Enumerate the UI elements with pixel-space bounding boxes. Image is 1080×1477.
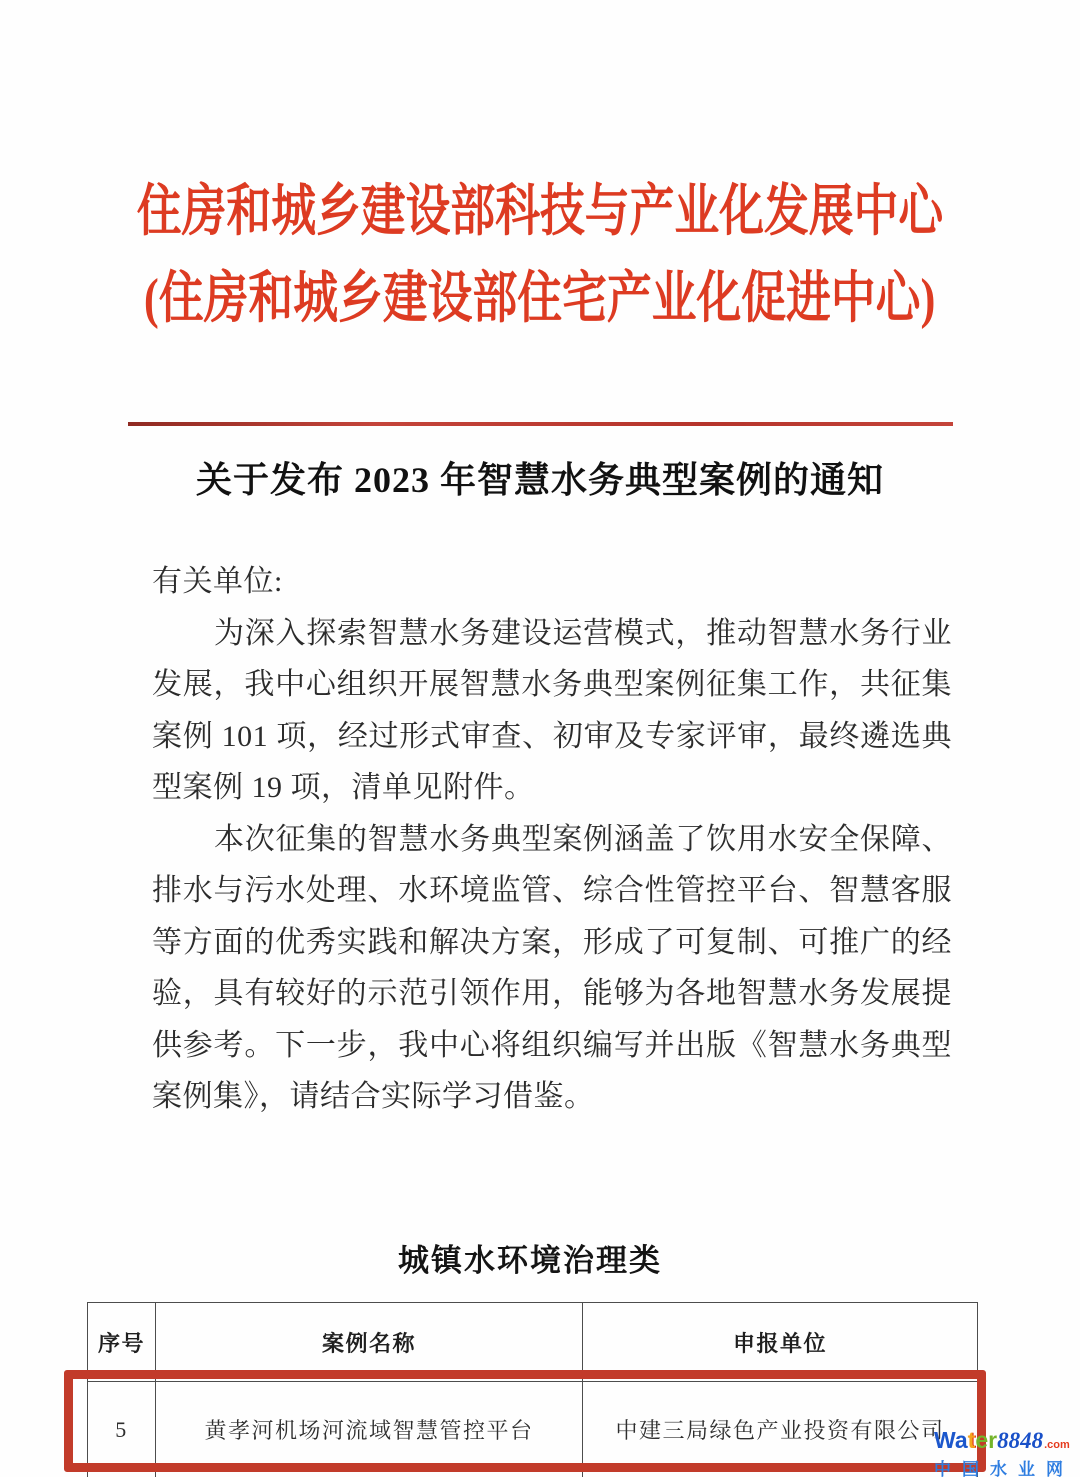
paragraph-2-line: 排水与污水处理、水环境监管、综合性管控平台、智慧客服 (152, 874, 952, 907)
paragraph-2-line: 案例集》，请结合实际学习借鉴。 (152, 1080, 595, 1113)
section-title: 城镇水环境治理类 (398, 1243, 662, 1278)
org-header-line-2 (0, 268, 1080, 330)
paragraph-2-line: 验，具有较好的示范引领作用，能够为各地智慧水务发展提 (152, 977, 952, 1010)
paragraph-1-line: 为深入探索智慧水务建设运营模式，推动智慧水务行业 (214, 616, 952, 650)
watermark-logo (934, 1427, 1074, 1477)
watermark-brand (934, 1427, 1074, 1454)
org-header-line-1 (0, 181, 1080, 243)
cell-case: 黄孝河机场河流域智慧管控平台 (156, 1382, 583, 1477)
paragraph-1-line: 案例 101 项，经过形式审查、初审及专家评审，最终遴选典 (152, 719, 952, 753)
paragraph-1-line: 发展，我中心组织开展智慧水务典型案例征集工作，共征集 (152, 668, 952, 701)
org-header-line-1-text: 住房和城乡建设部科技与产业化发展中心 (136, 181, 944, 243)
red-divider-line (128, 422, 953, 426)
col-header-index: 序号 (88, 1303, 156, 1382)
paragraph-2-line: 本次征集的智慧水务典型案例涵盖了饮用水安全保障、 (214, 822, 952, 856)
org-header-line-2-text: (住房和城乡建设部住宅产业化促进中心) (144, 268, 936, 330)
paragraph-2-line: 等方面的优秀实践和解决方案，形成了可复制、可推广的经 (152, 925, 952, 959)
salutation: 有关单位: (152, 565, 283, 598)
watermark-text-wa: Wa (934, 1427, 968, 1453)
watermark-text-8848: 8848 (997, 1428, 1044, 1453)
notice-body (152, 556, 952, 1123)
watermark-site-name: 中国水业网 (934, 1460, 1074, 1477)
table-row (88, 1382, 978, 1477)
watermark-text-com: .com (1044, 1439, 1070, 1451)
paragraph-1-line: 型案例 19 项，清单见附件。 (152, 771, 535, 804)
case-table (87, 1302, 978, 1477)
cell-index: 5 (88, 1382, 156, 1477)
watermark-text-er: er (975, 1427, 998, 1453)
notice-title: 关于发布 2023 年智慧水务典型案例的通知 (195, 460, 884, 500)
col-header-company: 申报单位 (583, 1303, 978, 1382)
cell-company: 中建三局绿色产业投资有限公司 (583, 1382, 978, 1477)
watermark-text-t: t (967, 1427, 976, 1453)
table-header-row (88, 1303, 978, 1382)
col-header-case: 案例名称 (156, 1303, 583, 1382)
paragraph-2-line: 供参考。下一步，我中心将组织编写并出版《智慧水务典型 (152, 1028, 952, 1062)
